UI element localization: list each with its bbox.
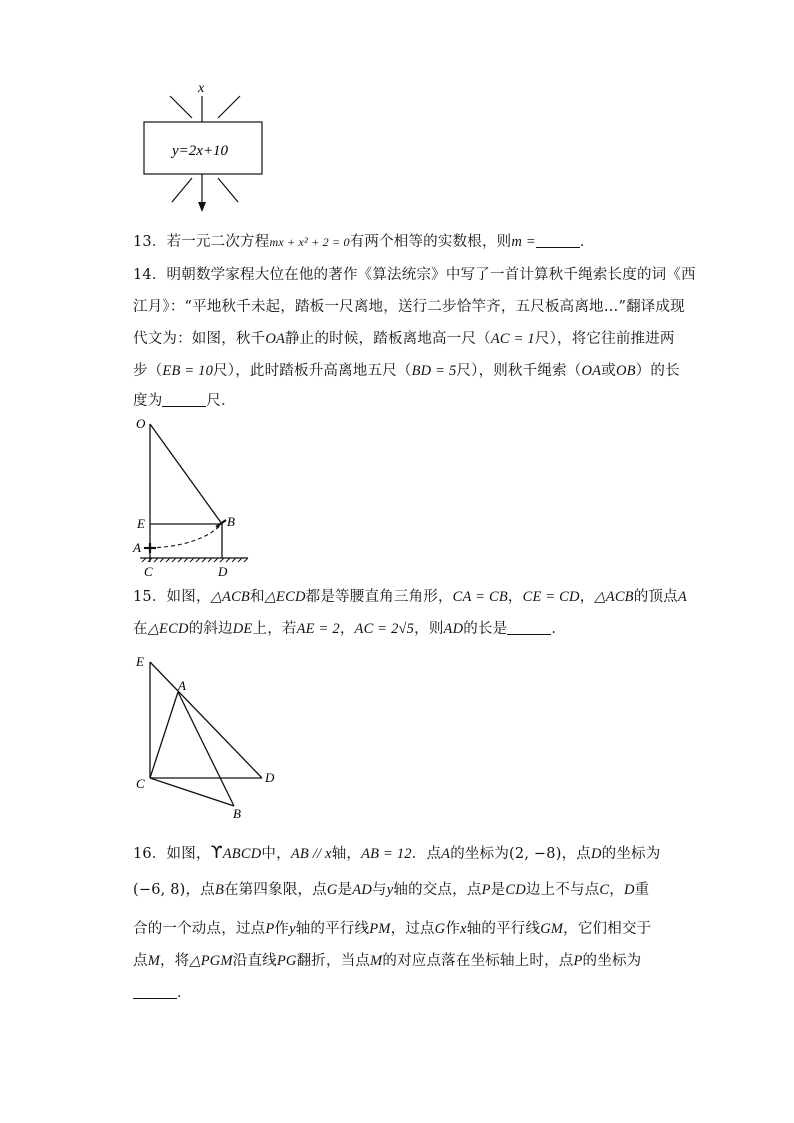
swing-label-D: D xyxy=(218,564,228,579)
answer-blank-13[interactable] xyxy=(536,233,580,248)
question-15-line-1: 15．如图，△ACB和△ECD都是等腰直角三角形，CA = CB，CE = CD，△ACB的顶点A xyxy=(133,589,687,605)
question-16-line-5: ． xyxy=(133,983,192,1003)
swing-label-O: O xyxy=(136,416,146,431)
triangle-label-E: E xyxy=(136,654,144,669)
q13-equation: mx + x² + 2 = 0 xyxy=(269,235,350,249)
question-16-line-2: (−6, 8)，点B在第四象限，点G是AD与y轴的交点，点P是CD边上不与点C，D重 xyxy=(133,882,650,898)
answer-blank-16[interactable] xyxy=(133,984,177,999)
swing-label-B: B xyxy=(227,514,235,529)
triangle-label-D: D xyxy=(265,770,275,785)
answer-blank-15[interactable] xyxy=(507,620,551,635)
question-14-line-3: 代文为：如图，秋千OA静止的时候，踏板离地高一尺（AC = 1尺），将它往前推进两 xyxy=(133,331,675,347)
answer-blank-14[interactable] xyxy=(162,392,206,407)
parallelogram-symbol: ϒ xyxy=(210,843,223,863)
triangle-label-B: B xyxy=(233,806,241,821)
triangle-label-A: A xyxy=(178,678,186,693)
question-13: 13．若一元二次方程mx + x² + 2 = 0有两个相等的实数根，则m = ． xyxy=(133,234,595,250)
swing-label-A: A xyxy=(133,540,141,555)
question-16-line-4: 点M，将△PGM沿直线PG翻折，当点M的对应点落在坐标轴上时，点P的坐标为 xyxy=(133,953,642,969)
function-machine-figure xyxy=(130,78,280,218)
question-16-line-1: 16．如图，ϒABCD中，AB // x轴，AB = 12．点A的坐标为(2, −8)，点D的坐标为 xyxy=(133,843,661,863)
swing-figure xyxy=(130,412,260,582)
machine-input-label: x xyxy=(198,81,205,96)
swing-label-C: C xyxy=(144,564,153,579)
question-15-line-2: 在△ECD的斜边DE上，若AE = 2，AC = 2√5，则AD的长是 ． xyxy=(133,621,567,637)
triangle-label-C: C xyxy=(136,776,145,791)
question-14-line-2: 江月》：“平地秋千未起，踏板一尺离地，送行二步恰竿齐，五尺板高离地…”翻译成现 xyxy=(133,299,685,315)
question-14-line-5: 度为 尺． xyxy=(133,393,236,409)
triangle-figure xyxy=(130,650,290,825)
question-16-line-3: 合的一个动点，过点P作y轴的平行线PM，过点G作x轴的平行线GM，它们相交于 xyxy=(133,921,652,937)
question-14-line-1: 14．明朝数学家程大位在他的著作《算法统宗》中写了一首计算秋千绳索长度的词《西 xyxy=(133,267,696,283)
machine-formula: y=2x+10 xyxy=(172,143,229,159)
question-14-line-4: 步（EB = 10尺），此时踏板升高离地五尺（BD = 5尺），则秋千绳索（OA或OB）的长 xyxy=(133,363,680,379)
swing-label-E: E xyxy=(137,516,145,531)
